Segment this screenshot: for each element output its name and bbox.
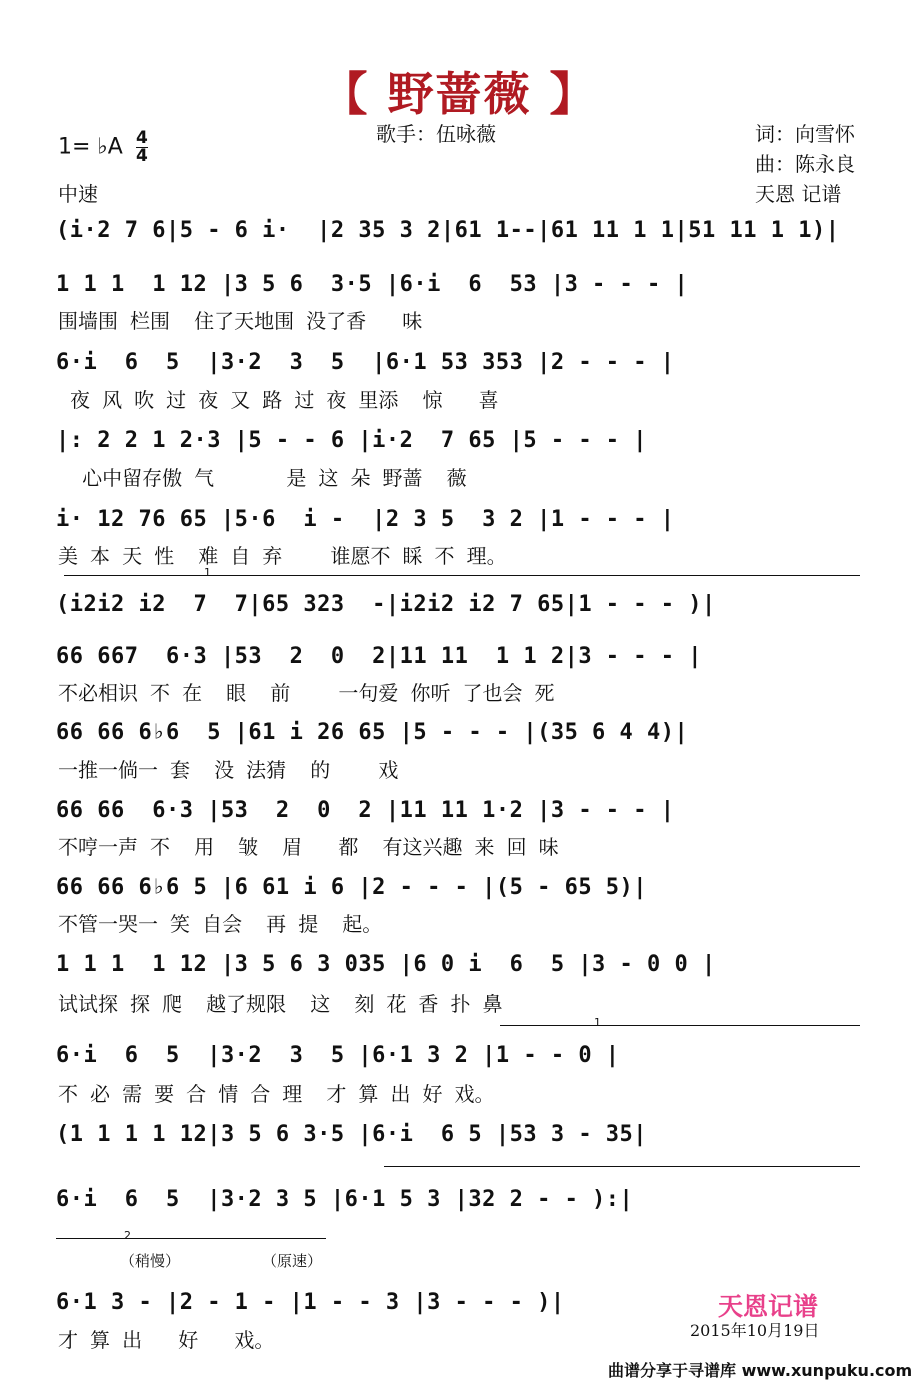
score-row-12: 6·i 6 5 |3·2 3 5 |6·1 3 2 |1 - - 0 | [56, 1043, 620, 1068]
key-label: 1= ♭A [58, 134, 123, 160]
lyric-row-5: 美 本 天 性 难 自 弃 谁愿不 睬 不 理。 [58, 544, 507, 568]
singer-credit: 歌手：伍咏薇 [376, 122, 496, 146]
lyric-row-9: 不哼一声 不 用 皱 眉 都 有这兴趣 来 回 味 [58, 835, 559, 859]
transcriber-credit: 天恩 记谱 [755, 182, 842, 206]
footer-source: 曲谱分享于寻谱库 www.xunpuku.com [608, 1361, 913, 1380]
score-row-7: 66 667 6·3 |53 2 0 2|11 11 1 1 2|3 - - - | [56, 644, 703, 669]
volta-2-number: 2 [124, 1229, 131, 1242]
composer-credit: 曲：陈永良 [755, 152, 855, 176]
tempo-marking: 中速 [58, 182, 98, 206]
lyric-row-15: 才 算 出 好 戏。 [58, 1328, 275, 1352]
score-row-10: 66 66 6♭6 5 |6 61 i 6 |2 - - - |(5 - 65 5)| [56, 875, 648, 900]
time-bottom: 4 [135, 146, 148, 166]
score-row-13: (1 1 1 1 12|3 5 6 3·5 |6·i 6 5 |53 3 - 35| [56, 1122, 648, 1147]
score-row-5: i· 12 76 65 |5·6 i - |2 3 5 3 2 |1 - - - | [56, 507, 675, 532]
time-top: 4 [135, 128, 148, 148]
lyric-row-11: 试试探 探 爬 越了规限 这 刻 花 香 扑 鼻 [58, 992, 503, 1016]
score-row-1: (i·2 7 6|5 - 6 i· |2 35 3 2|61 1--|61 11 1 1|51 11 1 1)| [56, 218, 840, 243]
score-row-2: 1 1 1 1 12 |3 5 6 3·5 |6·i 6 53 |3 - - - | [56, 272, 689, 297]
score-row-6: (i2i2 i2 7 7|65 323 -|i2i2 i2 7 65|1 - - - )| [56, 592, 716, 617]
original-tempo-marking: （原速） [262, 1252, 323, 1270]
score-row-8: 66 66 6♭6 5 |61 i 26 65 |5 - - - |(35 6 4 4)| [56, 720, 689, 745]
volta-2-bracket [56, 1238, 326, 1239]
score-row-15: 6·1 3 - |2 - 1 - |1 - - 3 |3 - - - )| [56, 1290, 565, 1315]
transcriber-stamp: 天恩记谱 [718, 1292, 819, 1321]
volta-1-number: 1 [204, 566, 211, 579]
lyric-row-7: 不必相识 不 在 眼 前 一句爱 你听 了也会 死 [58, 681, 555, 705]
score-row-4: |: 2 2 1 2·3 |5 - - 6 |i·2 7 65 |5 - - - | [56, 428, 648, 453]
slower-marking: （稍慢） [120, 1252, 181, 1270]
time-signature [136, 130, 148, 165]
volta-1b-number: 1 [594, 1016, 601, 1029]
transcription-date: 2015年10月19日 [690, 1321, 820, 1340]
volta-bracket-upper [384, 1166, 860, 1167]
lyric-row-12: 不 必 需 要 合 情 合 理 才 算 出 好 戏。 [58, 1082, 495, 1106]
song-title: 【 野蔷薇 】 [321, 67, 598, 121]
lyric-row-8: 一推一倘一 套 没 法猜 的 戏 [58, 758, 399, 782]
volta-1-bracket [64, 575, 860, 576]
score-row-11: 1 1 1 1 12 |3 5 6 3 035 |6 0 i 6 5 |3 - 0 0 | [56, 952, 716, 977]
score-row-3: 6·i 6 5 |3·2 3 5 |6·1 53 353 |2 - - - | [56, 350, 675, 375]
volta-1b-bracket [500, 1025, 860, 1026]
lyric-row-4: 心中留存傲 气 是 这 朵 野蔷 薇 [58, 466, 467, 490]
lyric-row-10: 不管一哭一 笑 自会 再 提 起。 [58, 912, 383, 936]
key-signature [58, 130, 148, 165]
lyric-row-3: 夜 风 吹 过 夜 又 路 过 夜 里添 惊 喜 [58, 388, 499, 412]
score-row-14: 6·i 6 5 |3·2 3 5 |6·1 5 3 |32 2 - - ):| [56, 1187, 634, 1212]
lyric-row-2: 围墙围 栏围 住了天地围 没了香 味 [58, 309, 423, 333]
lyricist-credit: 词：向雪怀 [755, 122, 855, 146]
score-row-9: 66 66 6·3 |53 2 0 2 |11 11 1·2 |3 - - - | [56, 798, 675, 823]
